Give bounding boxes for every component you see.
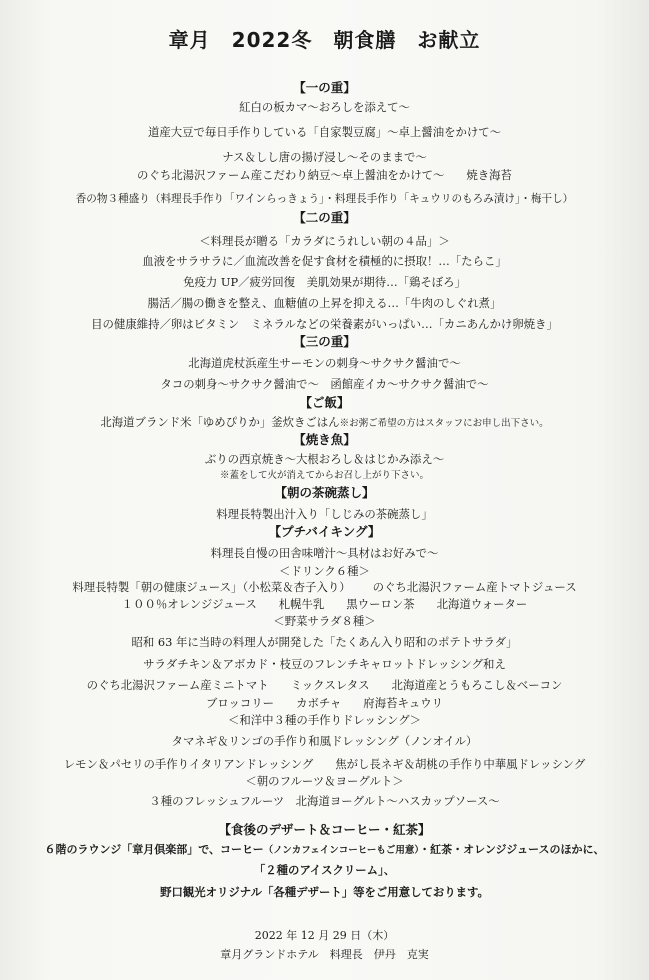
- menu-note: ※蓋をして火が消えてからお召し上がり下さい。: [219, 470, 429, 481]
- menu-item: カボチャ: [296, 696, 342, 710]
- dessert-line: 野口観光オリジナル「各種デザート」等をご用意しております。: [160, 885, 489, 899]
- menu-line: 目の健康維持／卵はビタミン ミネラルなどの栄養素がいっぱい…「カニあんかけ卵焼き」: [91, 317, 558, 331]
- menu-item: 札幌牛乳: [278, 597, 325, 611]
- menu-line: 昭和 63 年に当時の料理人が開発した「たくあん入り昭和のポテトサラダ」: [131, 635, 518, 649]
- menu-line: 免疫力 UP／疲労回復 美肌効果が期待…「鶏そぼろ」: [183, 275, 466, 289]
- section-heading-viking: 【プチバイキング】: [268, 524, 381, 539]
- menu-line: ３種のフレッシュフルーツ 北海道ヨーグルト～ハスカップソース～: [149, 794, 500, 808]
- menu-subheading: ＜野菜サラダ８種＞: [273, 614, 376, 628]
- menu-item: のぐち北湯沢ファーム産ミニトマト: [86, 678, 269, 692]
- dessert-text: ６階のラウンジ「章月倶楽部」で、コーヒー: [44, 843, 264, 856]
- menu-line: 料理長特製出汁入り「しじみの茶碗蒸し」: [216, 507, 433, 521]
- menu-line: 血液をサラサラに／血流改善を促す食材を積極的に摂取！…「たらこ」: [142, 254, 507, 268]
- page-title: 章月 2022冬 朝食膳 お献立: [168, 28, 481, 52]
- menu-subheading: ＜和洋中３種の手作りドレッシング＞: [227, 713, 421, 727]
- menu-subheading: ＜朝のフルーツ＆ヨーグルト＞: [245, 774, 404, 788]
- menu-line-drinks-1: [0, 579, 649, 595]
- menu-line: ナス＆しし唐の揚げ浸し～そのままで～: [222, 150, 427, 164]
- menu-line: タマネギ＆リンゴの手作り和風ドレッシング（ノンオイル）: [171, 734, 478, 748]
- dessert-text: ・紅茶・オレンジジュースのほかに、: [419, 843, 605, 856]
- menu-line: ぶりの西京焼き～大根おろし＆はじかみ添え～: [204, 452, 445, 466]
- menu-item: のぐち北湯沢ファーム産トマトジュース: [372, 580, 577, 594]
- section-heading-ichi: 【一の重】: [293, 80, 356, 95]
- menu-line: タコの刺身～サクサク醤油で～ 函館産イカ～サクサク醤油で～: [160, 377, 489, 391]
- menu-item: レモン＆パセリの手作りイタリアンドレッシング: [63, 757, 314, 771]
- section-heading-rice: 【ご飯】: [299, 395, 350, 410]
- menu-line-salads-1: [0, 677, 649, 693]
- menu-item: のぐち北湯沢ファーム産こだわり納豆～卓上醤油をかけて～: [137, 168, 445, 182]
- menu-line: サラダチキン＆アボカド・枝豆のフレンチキャロットドレッシング和え: [143, 657, 506, 671]
- footer-signature: 章月グランドホテル 料理長 伊丹 克実: [220, 948, 429, 961]
- section-heading-ni: 【二の重】: [293, 210, 356, 225]
- section-heading-san: 【三の重】: [293, 334, 356, 349]
- section-heading-chawan: 【朝の茶碗蒸し】: [274, 485, 375, 500]
- menu-line-rice: [0, 414, 649, 432]
- dessert-line: [0, 842, 649, 859]
- footer-date: 2022 年 12 月 29 日（木）: [254, 929, 395, 942]
- menu-item: 焦がし長ネギ＆胡桃の手作り中華風ドレッシング: [335, 757, 586, 771]
- menu-item: ミックスレタス: [290, 678, 370, 692]
- menu-line-dressings: [0, 756, 649, 772]
- menu-item: 料理長特製「朝の健康ジュース」（小松菜＆杏子入り）: [72, 580, 351, 594]
- menu-line: 腸活／腸の働きを整え、血糖値の上昇を抑える…「牛肉のしぐれ煮」: [147, 296, 502, 310]
- menu-item: 黒ウーロン茶: [346, 597, 415, 611]
- dessert-line: 「２種のアイスクリーム」、: [253, 863, 396, 877]
- menu-item: ブロッコリー: [205, 696, 275, 710]
- menu-item: 北海道ブランド米「ゆめぴりか」釜炊きごはん: [100, 415, 340, 429]
- menu-line-natto: [0, 167, 649, 183]
- menu-line: 紅白の板カマ～おろしを添えて～: [239, 100, 410, 114]
- menu-line: 香の物３種盛り（料理長手作り「ワインらっきょう」・料理長手作り「キュウリのもろみ漬け」・梅干し）: [75, 193, 574, 205]
- section-heading-dessert: 【食後のデザート＆コーヒー・紅茶】: [218, 822, 431, 837]
- menu-item: 北海道ウォーター: [436, 597, 528, 611]
- section-heading-fish: 【焼き魚】: [293, 432, 356, 447]
- menu-line-drinks-2: [0, 596, 649, 612]
- menu-item: 北海道産とうもろこし＆ベーコン: [391, 678, 563, 692]
- menu-note: ※お粥ご希望の方はスタッフにお申し出下さい。: [339, 418, 549, 429]
- menu-line: 料理長自慢の田舎味噌汁～具材はお好みで～: [210, 546, 439, 560]
- menu-line: 道産大豆で毎日手作りしている「自家製豆腐」～卓上醤油をかけて～: [147, 125, 502, 139]
- dessert-note: （ノンカフェインコーヒーもご用意）: [263, 845, 420, 856]
- menu-item: １００％オレンジジュース: [121, 597, 257, 611]
- menu-subheading: ＜ドリンク６種＞: [279, 564, 370, 578]
- menu-item: 府海苔キュウリ: [363, 696, 444, 710]
- menu-subheading: ＜料理長が贈る「カラダにうれしい朝の４品」＞: [199, 234, 450, 248]
- menu-item: 焼き海苔: [466, 168, 512, 182]
- menu-line-salads-2: [0, 695, 649, 711]
- menu-line: 北海道虎杖浜産生サーモンの刺身～サクサク醤油で～: [188, 356, 461, 370]
